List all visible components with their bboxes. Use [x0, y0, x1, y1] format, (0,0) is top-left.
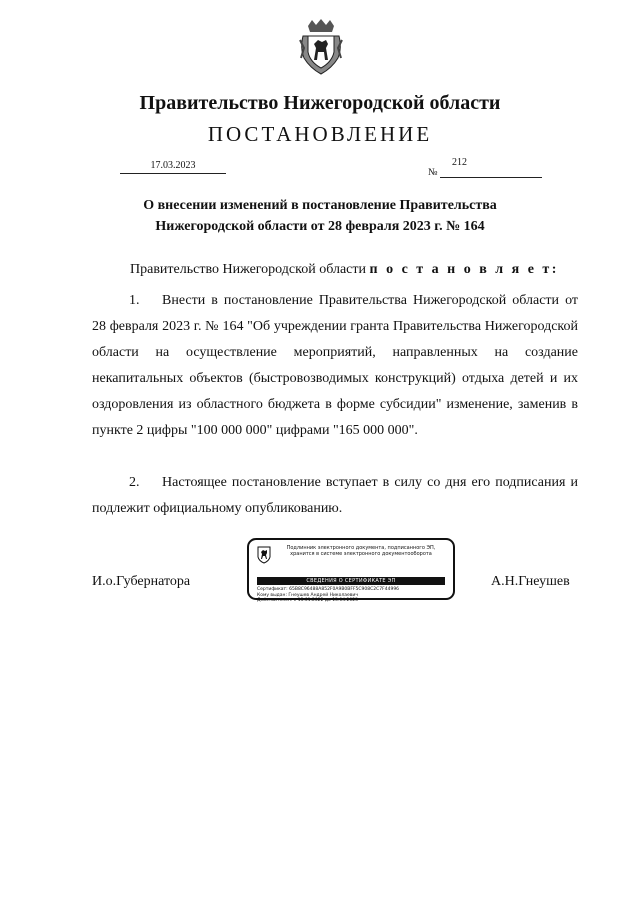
document-number: 212 [440, 157, 542, 178]
paragraph-1-text: Внести в постановление Правительства Нижегородской области от 28 февраля 2023 г. № 164 "Об учреждении гранта Правительства Нижегородской области на осуществление мероприятий, направленных на создание некапитальных объектов (быстровозводимых конструкций) отдыха детей и их оздоровления из областного бюджета в форме субсидии" изменение, заменив в пункте 2 цифры "100 000 000" цифрами "165 000 000". [92, 293, 578, 438]
paragraph-2-number: 2. [129, 475, 140, 490]
subject-line-2: Нижегородской области от 28 февраля 2023 г. № 164 [155, 219, 485, 234]
stamp-certificate-details [257, 587, 447, 604]
resolves-verb: п о с т а н о в л я е т: [369, 262, 559, 277]
paragraph-2-text: Настоящее постановление вступает в силу со дня его подписания и подлежит официальному опубликованию. [92, 475, 578, 516]
document-type: ПОСТАНОВЛЕНИЕ [207, 122, 433, 146]
paragraph-1-number: 1. [129, 293, 140, 308]
document-subject [100, 195, 540, 237]
resolves-line [130, 262, 559, 278]
stamp-validity-line: Действителен: с 13.01.2022 до 13.04.2023 [257, 598, 358, 603]
government-title: Правительство Нижегородской области [139, 92, 501, 114]
document-date: 17.03.2023 [120, 160, 226, 174]
paragraph-2 [92, 470, 578, 522]
number-sign: № [428, 167, 438, 178]
stamp-header [277, 545, 445, 557]
regional-emblem-icon [257, 546, 271, 564]
stamp-certificate-bar: СВЕДЕНИЯ О СЕРТИФИКАТЕ ЭП [257, 577, 445, 585]
resolves-subject: Правительство Нижегородской области [130, 262, 366, 277]
stamp-certificate-line: Сертификат: 65B8C96488A852F0A9B0BFF5C908C2C7F44996 [257, 587, 400, 592]
stamp-header-line-2: хранится в системе электронного документооборота [290, 551, 432, 557]
signatory-position: И.о.Губернатора [92, 574, 191, 589]
stamp-header-line-1: Подлинник электронного документа, подписанного ЭП, [286, 545, 436, 551]
coat-of-arms-icon [298, 18, 344, 76]
signatory-name: А.Н.Гнеушев [491, 574, 570, 589]
subject-line-1: О внесении изменений в постановление Правительства [143, 198, 497, 213]
paragraph-1 [92, 288, 578, 444]
stamp-issued-to-line: Кому выдан: Гнеушев Андрей Николаевич [257, 592, 359, 598]
electronic-signature-stamp [247, 538, 455, 603]
